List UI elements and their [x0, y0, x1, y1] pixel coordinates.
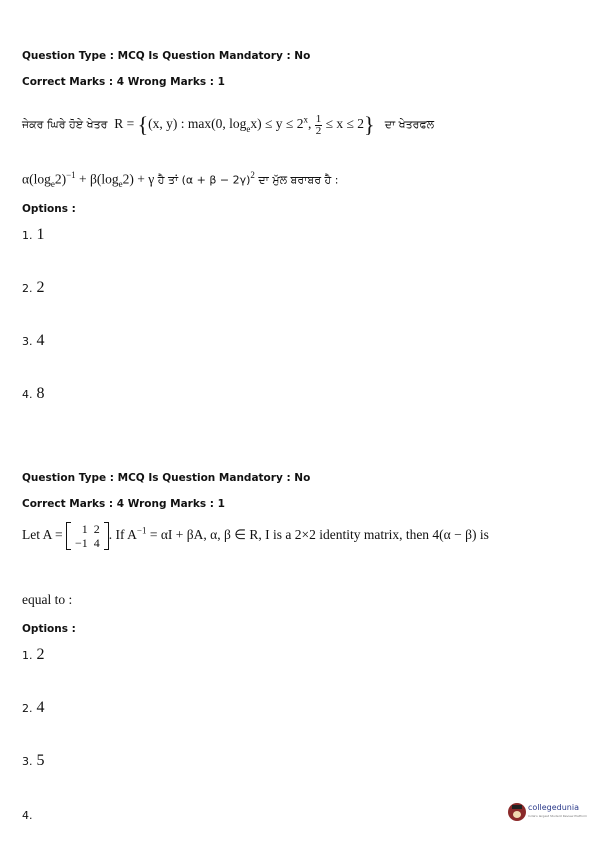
q1-line2-b: 2) — [54, 171, 67, 187]
q2-after-matrix: . If A — [108, 527, 137, 543]
q1-option-2-value: 2 — [36, 279, 45, 296]
q1-frac-den: 2 — [315, 124, 322, 137]
q2-option-2-num: 2. — [22, 702, 33, 715]
q2-matrix-cell: −1 — [75, 536, 88, 550]
q1-line2-sup-neg1: −1 — [66, 170, 76, 180]
q1-set-sub-e: e — [246, 123, 251, 134]
q2-option-1-num: 1. — [22, 649, 33, 662]
logo-text — [528, 803, 587, 821]
q2-matrix-cell: 4 — [93, 536, 100, 550]
q1-option-3-value: 4 — [36, 332, 45, 349]
q1-set-comma: , — [307, 116, 312, 132]
q1-stem-punjabi-end: ਦਾ ਖੇਤਰਫਲ — [384, 118, 435, 132]
q2-option-3[interactable] — [22, 752, 45, 770]
q1-option-3[interactable] — [22, 332, 45, 350]
q1-line2-d: 2) + γ — [122, 171, 155, 187]
q1-set-body-a: (x, y) : max(0, log — [148, 116, 247, 132]
q2-option-2[interactable] — [22, 699, 45, 717]
q2-matrix-cell: 2 — [93, 522, 100, 536]
q1-line2-sub-e2: e — [118, 179, 123, 190]
q1-brace-open: { — [137, 112, 149, 137]
q2-let: Let A = — [22, 527, 66, 543]
q1-set-lhs: R = — [114, 116, 138, 132]
q1-set-body-c: ≤ x ≤ 2 — [322, 116, 365, 132]
q1-set-sup-x: x — [303, 114, 308, 125]
q2-matrix — [66, 522, 109, 550]
q2-matrix-cell: 1 — [81, 522, 88, 536]
q2-option-1-value: 2 — [36, 646, 45, 663]
q1-option-3-num: 3. — [22, 335, 33, 348]
q1-line2-sup-2: 2 — [250, 170, 255, 180]
q2-options-label: Options : — [22, 623, 76, 635]
q1-marks: Correct Marks : 4 Wrong Marks : 1 — [22, 76, 225, 88]
q2-option-4-num: 4. — [22, 809, 33, 822]
q1-question-type: Question Type : MCQ Is Question Mandatory : No — [22, 50, 311, 62]
q2-option-3-num: 3. — [22, 755, 33, 768]
q2-stem-line1 — [22, 522, 489, 550]
q2-stem-rest: = αI + βA, α, β ∈ R, I is a 2×2 identity matrix, then 4(α − β) is — [146, 527, 489, 543]
q2-marks: Correct Marks : 4 Wrong Marks : 1 — [22, 498, 225, 510]
logo-name: collegedunia — [528, 803, 580, 812]
q1-option-4[interactable] — [22, 385, 45, 403]
q1-line2-sub-e1: e — [50, 179, 55, 190]
q1-line2-a: α(log — [22, 171, 51, 187]
q1-line2-punjabi: ਹੈ ਤਾਂ (α + β − 2γ) — [154, 173, 251, 187]
collegedunia-logo — [508, 803, 587, 821]
q2-option-1[interactable] — [22, 646, 45, 664]
q1-option-4-num: 4. — [22, 388, 33, 401]
q1-line2-c: + β(log — [75, 171, 119, 187]
q1-stem-line2 — [22, 170, 338, 189]
mascot-icon — [508, 803, 526, 821]
logo-tagline: India's largest Student Review Platform — [528, 814, 588, 818]
q2-stem-line2: equal to : — [22, 592, 73, 607]
q1-line2-end: ਦਾ ਮੁੱਲ ਬਰਾਬਰ ਹੈ : — [254, 173, 339, 187]
q1-stem-line1 — [22, 112, 434, 138]
q2-option-3-value: 5 — [36, 752, 45, 769]
q1-set-body-b: x) ≤ y ≤ 2 — [250, 116, 304, 132]
q2-question-type: Question Type : MCQ Is Question Mandatory : No — [22, 472, 311, 484]
q1-option-4-value: 8 — [36, 385, 45, 402]
q1-option-1-value: 1 — [36, 226, 45, 243]
q1-options-label: Options : — [22, 203, 76, 215]
q1-option-1-num: 1. — [22, 229, 33, 242]
q1-option-2-num: 2. — [22, 282, 33, 295]
q1-stem-punjabi-start: ਜੇਕਰ ਘਿਰੇ ਹੋਏ ਖੇਤਰ — [22, 118, 108, 132]
q2-option-4[interactable] — [22, 806, 33, 824]
q1-option-1[interactable] — [22, 226, 45, 244]
q1-brace-close: } — [364, 112, 375, 137]
q2-option-2-value: 4 — [36, 699, 45, 716]
q2-sup-neg1: −1 — [136, 525, 147, 536]
q1-option-2[interactable] — [22, 279, 45, 297]
q1-frac-num: 1 — [315, 112, 322, 125]
